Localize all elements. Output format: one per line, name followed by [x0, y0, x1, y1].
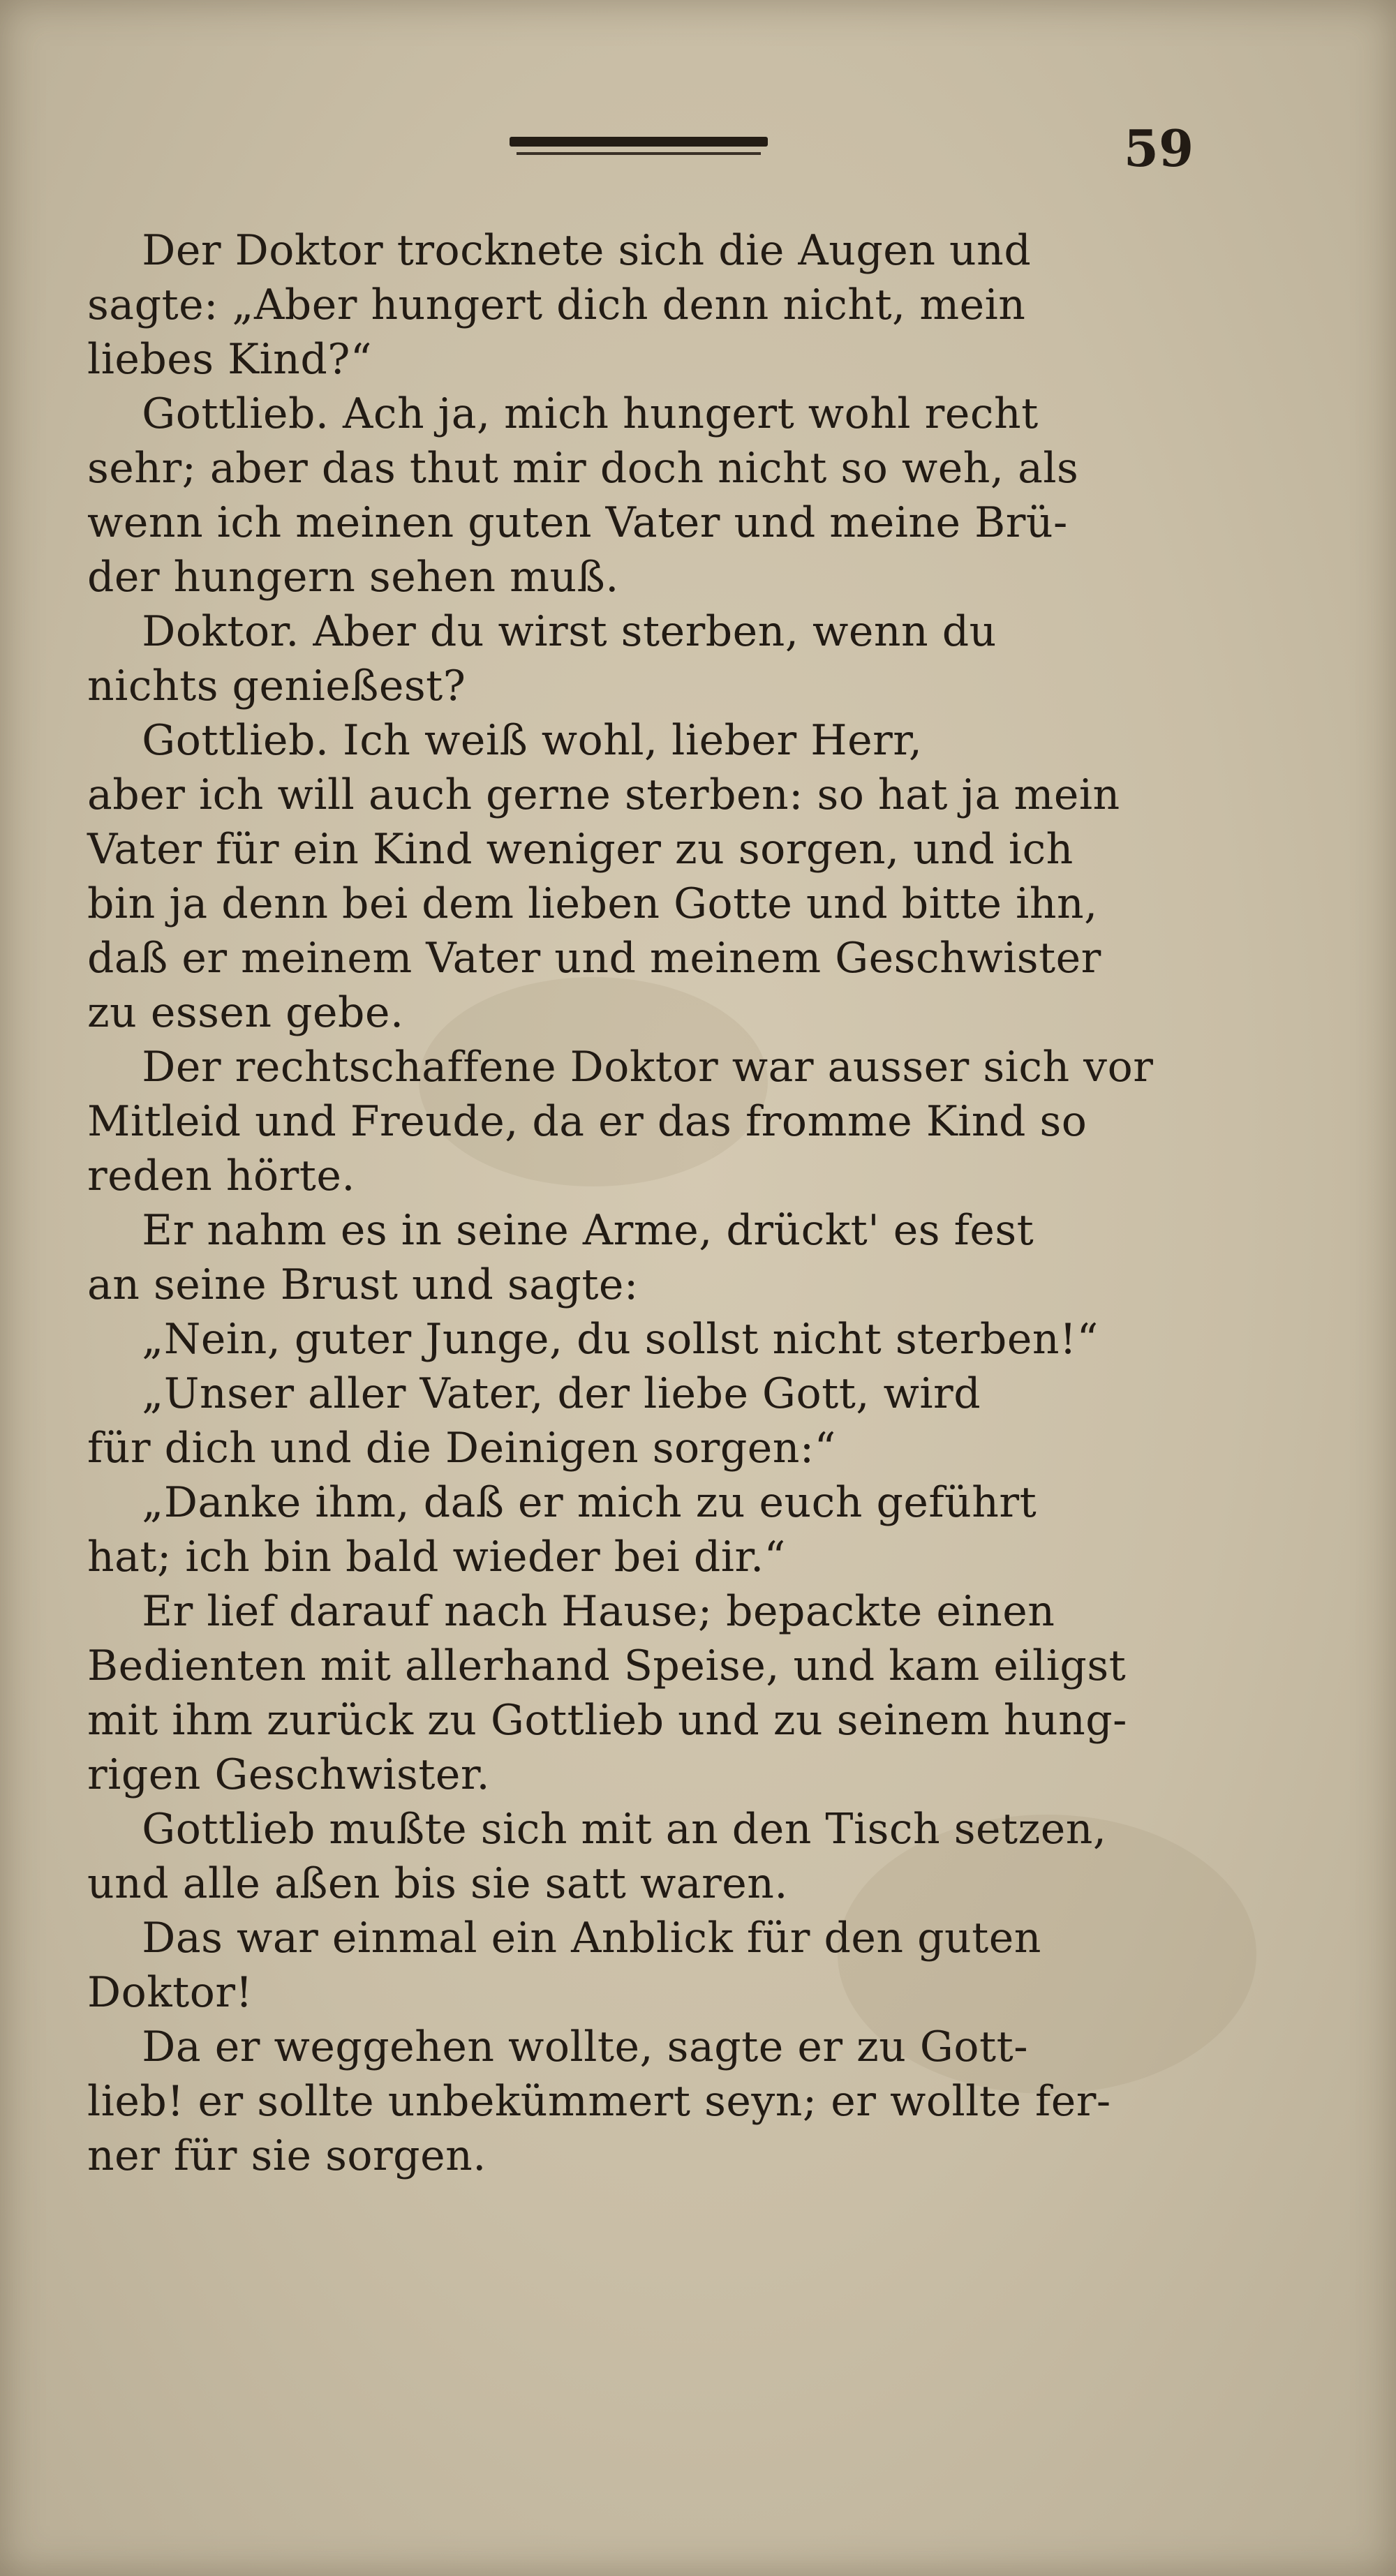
text-line: zu essen gebe. — [87, 988, 404, 1037]
ornament-bar-thin — [517, 152, 761, 155]
page-body-text — [87, 223, 1222, 2183]
text-line: ner für sie sorgen. — [87, 2131, 487, 2180]
text-line: Das war einmal ein Anblick für den guten — [87, 1914, 1041, 1963]
text-line: sehr; aber das thut mir doch nicht so weh, als — [87, 444, 1079, 493]
text-line: und alle aßen bis sie satt waren. — [87, 1859, 788, 1908]
text-line: lieb! er sollte unbekümmert seyn; er wollte fer- — [87, 2077, 1111, 2126]
text-line: Da er weggehen wollte, sagte er zu Gott- — [87, 2023, 1028, 2071]
page-number: 59 — [1123, 119, 1194, 178]
text-line: aber ich will auch gerne sterben: so hat ja mein — [87, 770, 1120, 819]
text-line: bin ja denn bei dem lieben Gotte und bitte ihn, — [87, 879, 1098, 928]
text-line: „Unser aller Vater, der liebe Gott, wird — [87, 1369, 981, 1418]
text-line: mit ihm zurück zu Gottlieb und zu seinem hung- — [87, 1696, 1127, 1745]
text-line: Bedienten mit allerhand Speise, und kam eiligst — [87, 1641, 1127, 1690]
header-ornament — [510, 137, 768, 158]
text-line: „Danke ihm, daß er mich zu euch geführt — [87, 1478, 1037, 1527]
text-line: hat; ich bin bald wieder bei dir.“ — [87, 1533, 786, 1581]
text-line: Doktor. Aber du wirst sterben, wenn du — [87, 607, 997, 656]
text-line: liebes Kind?“ — [87, 335, 373, 384]
text-line: Vater für ein Kind weniger zu sorgen, und ich — [87, 825, 1074, 874]
text-line: der hungern sehen muß. — [87, 553, 619, 602]
text-line: Gottlieb mußte sich mit an den Tisch setzen, — [87, 1805, 1107, 1854]
text-line: sagte: „Aber hungert dich denn nicht, mein — [87, 281, 1026, 329]
text-line: an seine Brust und sagte: — [87, 1260, 639, 1309]
text-line: Der rechtschaffene Doktor war ausser sich vor — [87, 1043, 1154, 1092]
text-line: „Nein, guter Junge, du sollst nicht sterben!“ — [87, 1315, 1099, 1364]
text-line: Doktor! — [87, 1968, 253, 2017]
text-line: daß er meinem Vater und meinem Geschwister — [87, 934, 1101, 983]
text-line: Gottlieb. Ach ja, mich hungert wohl recht — [87, 389, 1039, 438]
text-line: für dich und die Deinigen sorgen:“ — [87, 1424, 836, 1473]
text-line: Der Doktor trocknete sich die Augen und — [87, 226, 1032, 275]
text-line: Mitleid und Freude, da er das fromme Kind so — [87, 1097, 1087, 1146]
text-line: Er lief darauf nach Hause; bepackte einen — [87, 1587, 1055, 1636]
text-line: rigen Geschwister. — [87, 1750, 491, 1799]
text-line: nichts genießest? — [87, 662, 466, 710]
text-line: reden hörte. — [87, 1152, 355, 1200]
text-line: Gottlieb. Ich weiß wohl, lieber Herr, — [87, 716, 923, 765]
text-line: Er nahm es in seine Arme, drückt' es fest — [87, 1206, 1034, 1255]
text-line: wenn ich meinen guten Vater und meine Brü- — [87, 498, 1068, 547]
ornament-bar-thick — [510, 137, 768, 147]
